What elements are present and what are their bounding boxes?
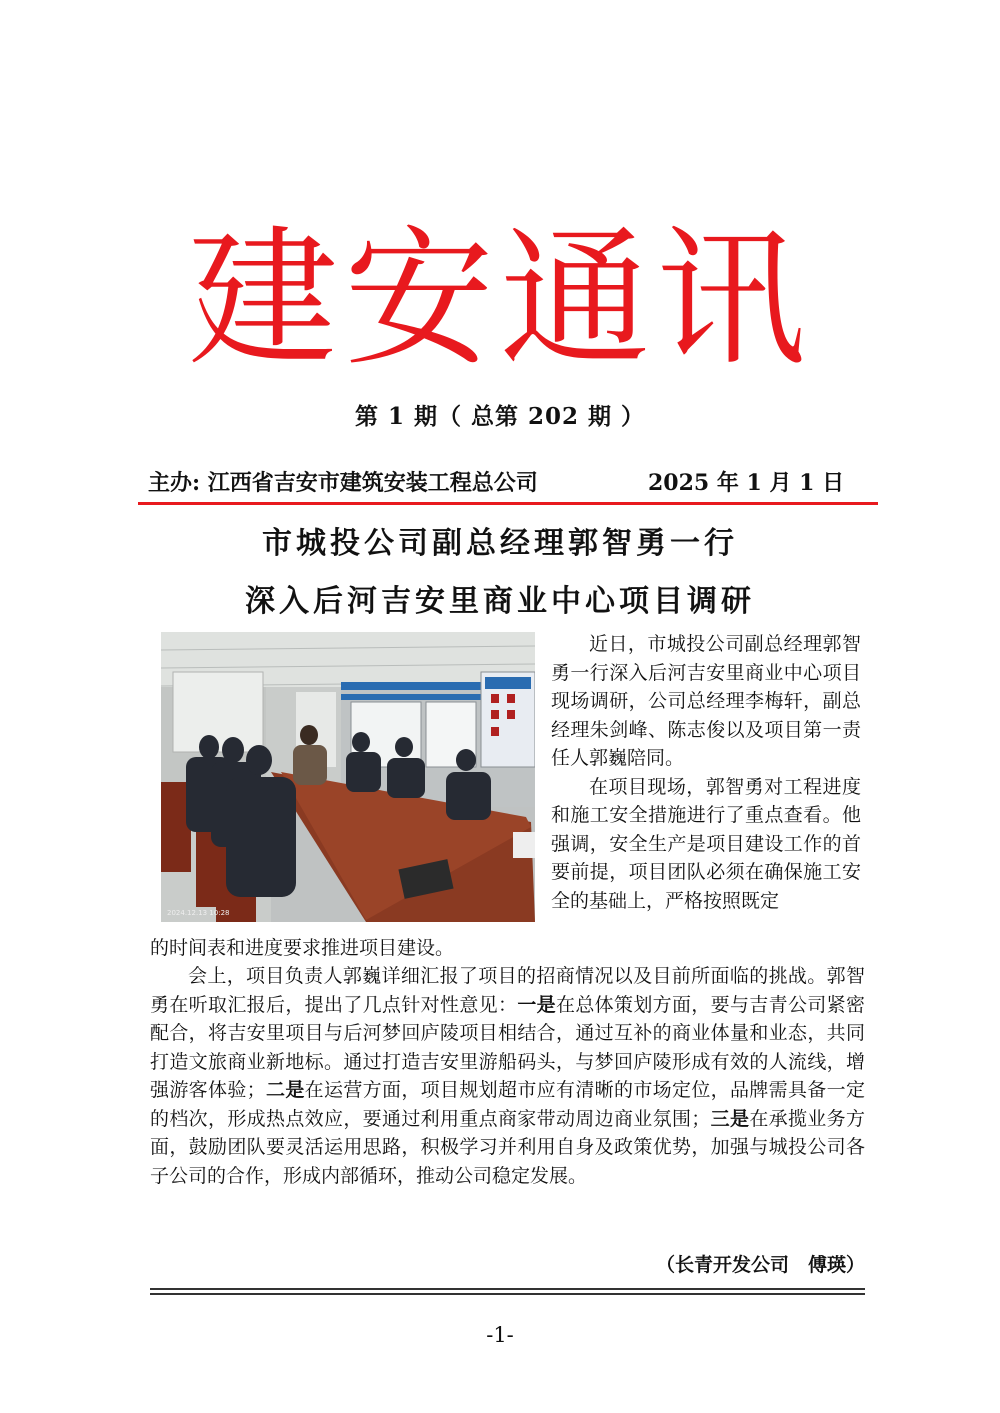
photo-timestamp: 2024.12.13 10:28 bbox=[167, 909, 230, 917]
point-1-text: 在总体策划方面，要与吉青公司紧密配合，将吉安里项目与后河梦回庐陵项目相结合，通过互补的商业体量和业态，共同打造文旅商业新地标。通过打造吉安里游船码头，与梦回庐陵形成有效的人流线，增强游客体验； bbox=[150, 993, 865, 1101]
issue-number: 第 1 期（ 总第 202 期 ） bbox=[354, 403, 646, 430]
footer-divider bbox=[150, 1288, 865, 1295]
article-body-side bbox=[551, 630, 861, 915]
page-number: -1- bbox=[486, 1323, 514, 1347]
paragraph-2-continued: 的时间表和进度要求推进项目建设。 bbox=[150, 937, 455, 959]
header-divider bbox=[138, 502, 878, 505]
paragraph-3 bbox=[150, 962, 865, 1190]
sponsor-line bbox=[148, 466, 848, 497]
sponsor-label: 主办: 江西省吉安市建筑安装工程总公司 bbox=[148, 470, 538, 496]
point-2-text: 在运营方面，项目规划超市应有清晰的市场定位，品牌需具备一定的档次，形成热点效应，要通过利用重点商家带动周边商业氛围； bbox=[150, 1079, 865, 1130]
article-body-main bbox=[150, 962, 865, 1190]
publish-date: 2025 年 1 月 1 日 bbox=[648, 470, 845, 496]
paragraph-3-intro: 会上，项目负责人郭巍详细汇报了项目的招商情况以及目前所面临的挑战。郭智勇在听取汇报后，提出了几点针对性意见： bbox=[150, 965, 865, 1016]
point-1-label: 一是 bbox=[517, 993, 556, 1016]
headline-line-1: 市城投公司副总经理郭智勇一行 bbox=[262, 526, 738, 561]
point-3-text: 在承揽业务方面，鼓励团队要灵活运用思路，积极学习并利用自身及政策优势，加强与城投公司各子公司的合作，形成内部循环，推动公司稳定发展。 bbox=[150, 1107, 865, 1187]
meeting-photo bbox=[161, 632, 535, 922]
paragraph-2: 在项目现场，郭智勇对工程进度和施工安全措施进行了重点查看。他强调，安全生产是项目建设工作的首要前提，项目团队必须在确保施工安全的基础上，严格按照既定 bbox=[551, 775, 861, 912]
paragraph-1: 近日，市城投公司副总经理郭智勇一行深入后河吉安里商业中心项目现场调研，公司总经理李梅轩，副总经理朱剑峰、陈志俊以及项目第一责任人郭巍陪同。 bbox=[551, 633, 861, 769]
point-2-label: 二是 bbox=[265, 1079, 305, 1101]
masthead-title: 建安通讯 bbox=[187, 213, 812, 387]
headline-line-2: 深入后河吉安里商业中心项目调研 bbox=[245, 584, 755, 619]
point-3-label: 三是 bbox=[710, 1107, 750, 1130]
article-byline: （长青开发公司 傅瑛） bbox=[655, 1254, 865, 1276]
